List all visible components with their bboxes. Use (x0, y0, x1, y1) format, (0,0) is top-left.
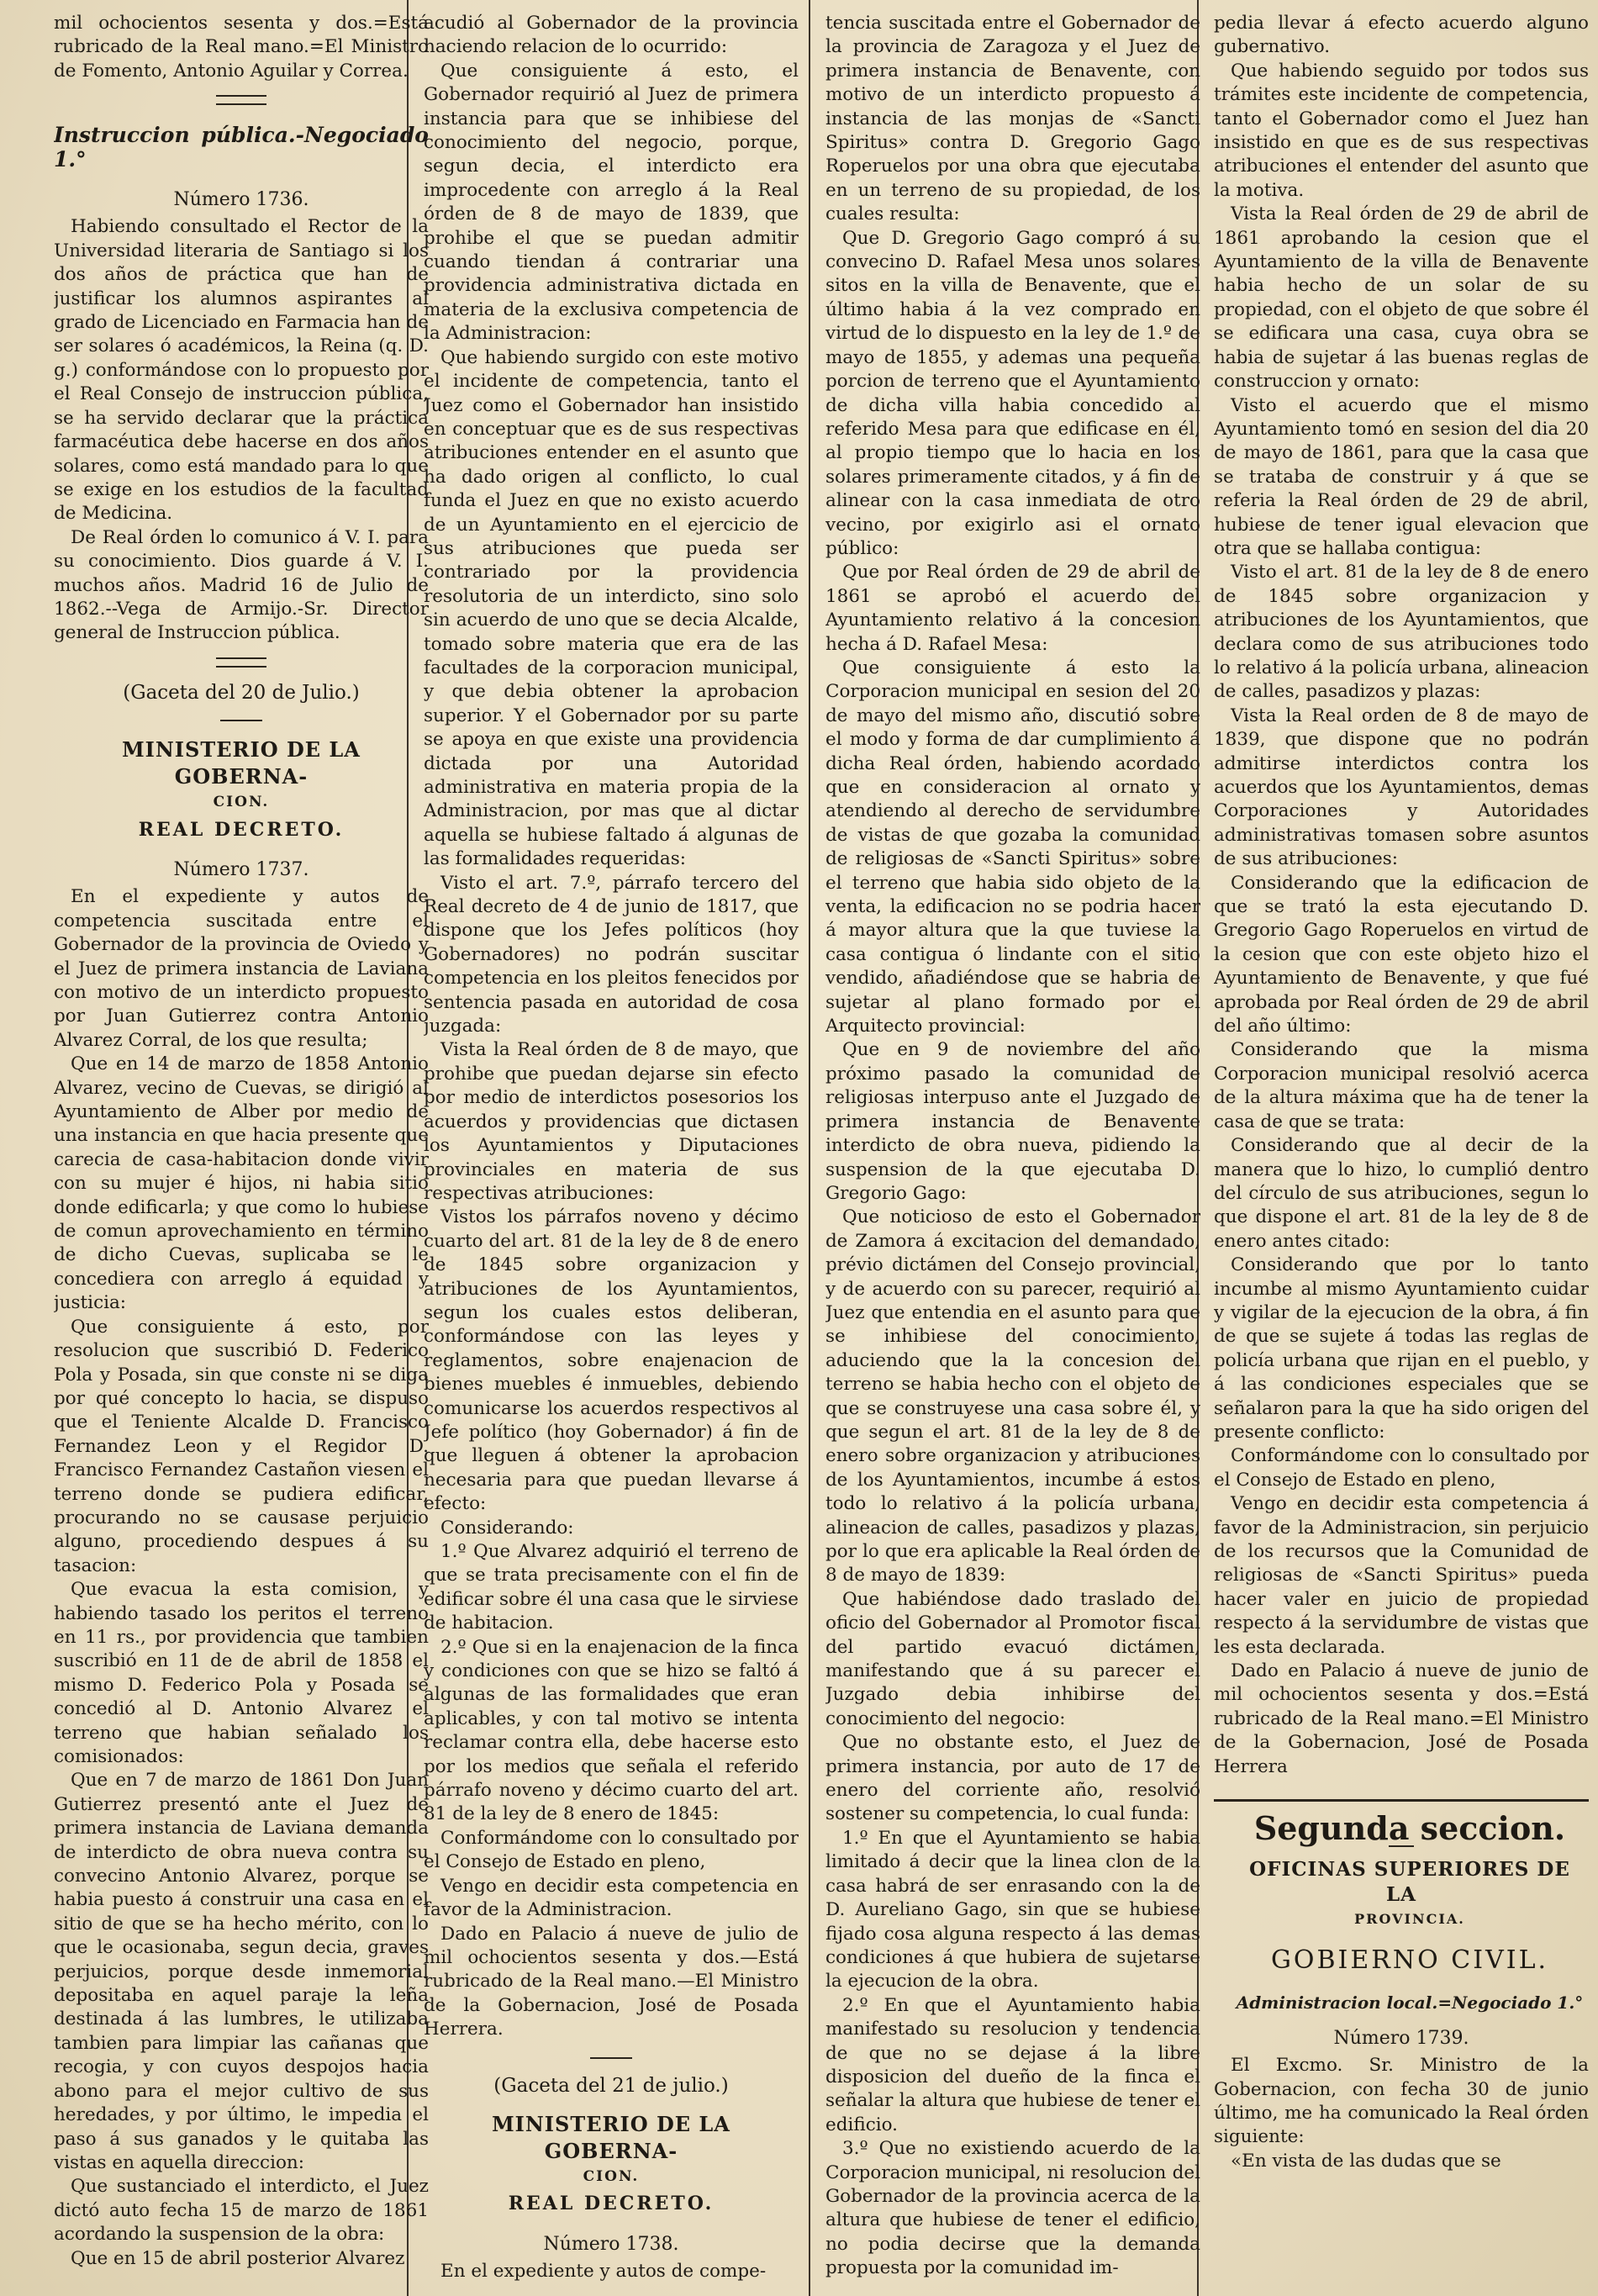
paragraph: Visto el acuerdo que el mismo Ayuntamiento tomó en sesion del dia 20 de mayo de 1861, para que la casa que se trataba de construir y á que se referia la Real órden de 29 de abril, hubiese de tener igual elevacion que otra que se hallaba contigua: (1214, 394, 1589, 559)
paragraph: Vengo en decidir esta competencia á favor de la Administracion, sin perjuicio de los recursos que la Comunidad de religiosas de «Sancti Spiritus» pueda hacer valer en juicio de propiedad respecto á la servidumbre de vistas que les esta declarada. (1214, 1493, 1589, 1658)
separator (590, 2057, 632, 2059)
paragraph: Que D. Gregorio Gago compró á su convecino D. Rafael Mesa unos solares sitos en la villa de Benavente, que el último habia á la vez comprado en virtud de lo dispuesto en la ley de 1.º de mayo de 1855, y ademas una pequeña porcion de terreno que el Ayuntamiento de dicha villa habia concedido al referido Mesa para que edificase en él, al propio tiempo que lo hacia en los solares primeramente citados, y á fin de alinear con la casa inmediata de otro vecino, por exigirlo asi el ornato público: (825, 227, 1200, 559)
offices-heading-cont: PROVINCIA. (1354, 1911, 1465, 1928)
paragraph: 2.º En que el Ayuntamiento habia manifestado su resolucion y tendencia de que no se dejase á la libre disposicion del dueño de la finca el señalar la altura que hubiese de tener el edificio. (825, 1994, 1200, 2135)
paragraph: Que habiendo surgido con este motivo el incidente de competencia, tanto el Juez como el Gobernador han insistido en conceptuar que es de sus respectivas atribuciones entender en el asunto que ha dado origen al conflicto, lo cual funda el Juez en que no existo acuerdo de un Ayuntamiento en el ejercicio de sus atribuciones que pueda ser contrariado por la providencia resolutoria de un interdicto, sino solo sin acuerdo de uno que se decia Alcalde, tomado sobre materia que era de las facultades de la corporacion municipal, y que debia obtener la aprobacion superior. Y el Gobernador por su parte se apoya en que existe una providencia dictada por una Autoridad administrativa en materia propia de la Administracion, por mas que al dictar aquella se hubiese faltado á algunas de las formalidades requeridas: (424, 346, 799, 870)
separator (216, 657, 266, 668)
paragraph: Visto el art. 7.º, párrafo tercero del Real decreto de 4 de junio de 1817, que dispone que los Jefes políticos (hoy Gobernadores) no podrán suscitar competencia en los pleitos fenecidos por sentencia pasada en autoridad de cosa juzgada: (424, 872, 799, 1037)
paragraph: Vengo en decidir esta competencia en favor de la Administracion. (424, 1875, 799, 1921)
paragraph: Que noticioso de esto el Gobernador de Zamora á excitacion del demandado, prévio dictámen del Consejo provincial, y de acuerdo con su parecer, requirió al Juez que entendia en el asunto para que se inhibiese del conocimiento, aduciendo que la la concesion del terreno se habia hecho con el objeto de que se construyese una casa sobre él, y que segun el art. 81 de la ley de 8 de enero sobre organizacion y atribuciones de los Ayuntamientos, incumbe á estos todo lo relativo á la policía urbana, alineacion de calles, pasadizos y plazas, por lo que era aplicable la Real órden de 8 de mayo de 1839: (825, 1206, 1200, 1586)
paragraph: Que en 7 de marzo de 1861 Don Juan Gutierrez presentó ante el Juez de primera instancia de Laviana demanda de interdicto de obra nueva contra su convecino Antonio Alvarez, porque se habia puesto á construir una casa en el sitio de que se ha hecho mérito, con lo que le ocasionaba, segun decia, graves perjuicios, porque desde inmemorial depositaba en aquel paraje la leña destinada á las lumbres, le utilizaba tambien para limpiar las cañanas que recogia, y con cuyos despojos hacia abono para el mejor cultivo de sus heredades, y por último, le impedia el paso á sus ganados y le quitaba las vistas en aquella direccion: (54, 1770, 429, 2173)
paragraph: Que por Real órden de 29 de abril de 1861 se aprobó el acuerdo del Ayuntamiento relativo á la concesion hecha á D. Rafael Mesa: (825, 562, 1200, 655)
paragraph: Dado en Palacio á nueve de julio de mil ochocientos sesenta y dos.—Está rubricado de la Real mano.—El Ministro de la Gobernacion, José de Posada Herrera. (424, 1923, 799, 2040)
paragraph: En el expediente y autos de compe- (440, 2261, 767, 2283)
government-heading: GOBIERNO CIVIL. (1270, 1945, 1549, 1975)
decree-heading: REAL DECRETO. (508, 2193, 715, 2215)
paragraph: Que en 9 de noviembre del año próximo pasado la comunidad de religiosas interpuso ante el Juzgado de primera instancia de Benavente interdicto de obra nueva, pidiendo la suspension de la que ejecutaba D. Gregorio Gago: (825, 1039, 1200, 1204)
paragraph: De Real órden lo comunico á V. I. para su conocimiento. Dios guarde á V. I. muchos años. Madrid 16 de Julio de 1862.--Vega de Armijo.-Sr. Director general de Instruccion pública. (54, 526, 429, 644)
item-number: Número 1739. (1333, 2027, 1469, 2049)
paragraph: «En vista de las dudas que se (1231, 2150, 1501, 2172)
paragraph: Vista la Real órden de 29 de abril de 1861 aprobando la cesion que el Ayuntamiento de la villa de Benavente habia hecho de un solar de su propiedad, con el objeto de que sobre él se edificara una casa, cuya obra se habia de sujetar á las buenas reglas de construccion y ornato: (1214, 203, 1589, 393)
separator (216, 95, 266, 105)
department-header: Administracion local.=Negociado 1.° (1236, 1993, 1584, 2014)
paragraph: tencia suscitada entre el Gobernador de la provincia de Zaragoza y el Juez de primera instancia de Benavente, con motivo de un interdicto propuesto á instancia de las monjas de «Sancti Spiritus» contra D. Gregorio Gago Roperuelos por una obra que ejecutaba en un terreno de su propiedad, de los cuales resulta: (825, 13, 1200, 225)
paragraph: Dado en Palacio á nueve de junio de mil ochocientos sesenta y dos.=Está rubricado de la Real mano.=El Ministro de la Gobernacion, José de Posada Herrera (1214, 1660, 1589, 1777)
item-number: Número 1738. (543, 2233, 679, 2255)
decree-heading: REAL DECRETO. (138, 818, 345, 841)
paragraph: Considerando: (440, 1517, 574, 1539)
paragraph: acudió al Gobernador de la provincia haciendo relacion de lo ocurrido: (424, 13, 799, 58)
paragraph: Que consiguiente á esto, por resolucion que suscribió D. Federico Pola y Posada, sin que conste ni se diga por qué concepto lo hacia, se dispuso que el Teniente Alcalde D. Francisco Fernandez Leon y el Regidor D. Francisco Fernandez Castañon viesen el terreno donde se pudiera edificar, procurando no se causase perjuicio alguno, procediendo despues á su tasacion: (54, 1316, 429, 1576)
paragraph: Que habiendo seguido por todos sus trámites este incidente de competencia, tanto el Gobernador como el Juez han insistido en que es de sus respectivas atribuciones el entender del asunto que la motiva. (1214, 60, 1589, 201)
paragraph: Que sustanciado el interdicto, el Juez dictó auto fecha 15 de marzo de 1861 acordando la suspension de la obra: (54, 2176, 429, 2246)
paragraph: El Excmo. Sr. Ministro de la Gobernacion, con fecha 30 de junio último, me ha comunicado la Real órden siguiente: (1214, 2055, 1589, 2148)
column-2 (424, 12, 799, 2287)
ministry-heading-cont: CION. (213, 794, 270, 811)
paragraph: 1.º Que Alvarez adquirió el terreno de que se trata precisamente con el fin de edificar sobre él una casa que le sirviese de habitacion. (424, 1541, 799, 1634)
paragraph: Que consiguiente á esto la Corporacion municipal en sesion del 20 de mayo del mismo año, discutió sobre el modo y forma de dar cumplimiento á dicha Real órden, habiendo acordado que en consideracion al ornato y atendiendo al derecho de servidumbre de vistas de que gozaba la comunidad de religiosas de «Sancti Spiritus» sobre el terreno que habia sido objeto de la venta, la edificacion no se podria hacer á mayor altura que la que tuviese la casa contigua ó lindante con el sitio vendido, añadiéndose que se habria de sujetar al plano formado por el Arquitecto provincial: (825, 657, 1200, 1037)
paragraph: Que consiguiente á esto, el Gobernador requirió al Juez de primera instancia para que se inhibiese del conocimiento del negocio, porque, segun decia, el interdicto era improcedente con arreglo á la Real órden de 8 de mayo de 1839, que prohibe el que se puedan admitir cuando tiendan á contrariar una providencia administrativa dictada en materia de la exclusiva competencia de la Administracion: (424, 60, 799, 345)
offices-heading: OFICINAS SUPERIORES DE LA (1249, 1858, 1570, 1907)
paragraph: 1.º En que el Ayuntamiento se habia limitado á decir que la linea clon de la casa habrá de ser enrasando con la de D. Aureliano Gago, sin que se hubiese fijado cosa alguna respecto á las demas condiciones á que hubiera de sujetarse la ejecucion de la obra. (825, 1827, 1200, 1993)
gazette-reference: (Gaceta del 21 de julio.) (493, 2074, 729, 2097)
section-title: Segunda seccion. (1253, 1809, 1566, 1848)
gazette-reference: (Gaceta del 20 de Julio.) (123, 681, 360, 704)
paragraph: Vistos los párrafos noveno y décimo cuarto del art. 81 de la ley de 8 de enero de 1845 sobre organizacion y atribuciones de los Ayuntamientos, segun los cuales estos deliberan, conformándose con las leyes y reglamentos, sobre enajenacion de bienes muebles é inmuebles, debiendo comunicarse los acuerdos respectivos al Jefe político (hoy Gobernador) á fin de que lleguen á obtener la aprobacion necesaria para que puedan llevarse á efecto: (424, 1206, 799, 1515)
column-4 (1214, 12, 1589, 2287)
item-number: Número 1737. (173, 858, 309, 880)
paragraph: 2.º Que si en la enajenacion de la finca y condiciones con que se hizo se faltó á algunas de las formalidades que eran aplicables, y con tal motivo se intenta reclamar contra ella, debe hacerse esto por los medios que señala el referido párrafo noveno y décimo cuarto del art. 81 de la ley de 8 enero de 1845: (424, 1636, 799, 1825)
paragraph: Que evacua la esta comision, y habiendo tasado los peritos el terreno en 11 rs., por providencia que tambien suscribió en 11 de de abril de 1858 el mismo D. Federico Pola y Posada se concedió al D. Antonio Alvarez el terreno que habian señalado los comisionados: (54, 1579, 429, 1767)
paragraph: Visto el art. 81 de la ley de 8 de enero de 1845 sobre organizacion y atribuciones de los Ayuntamientos, que declara como de sus atribuciones todo lo relativo á la policía urbana, alineacion de calles, pasadizos y plazas: (1214, 562, 1589, 703)
paragraph: Considerando que la misma Corporacion municipal resolvió acerca de la altura máxima que ha de tener la casa de que se trata: (1214, 1039, 1589, 1132)
paragraph: Que no obstante esto, el Juez de primera instancia, por auto de 17 de enero del corriente año, resolvió sostener su competencia, lo cual funda: (825, 1732, 1200, 1825)
paragraph: Que en 15 de abril posterior Alvarez (71, 2247, 405, 2269)
ministry-heading-cont: CION. (583, 2167, 640, 2185)
paragraph: Conformándome con lo consultado por el Consejo de Estado en pleno, (424, 1827, 799, 1873)
separator (220, 720, 262, 721)
ministry-heading: MINISTERIO DE LA GOBERNA- (122, 737, 361, 789)
column-3 (825, 12, 1200, 2287)
paragraph: Que habiéndose dado traslado del oficio del Gobernador al Promotor fiscal del partido evacuó dictámen, manifestando que á su parecer el Juzgado debia inhibirse del conocimiento del negocio: (825, 1588, 1200, 1729)
paragraph: En el expediente y autos de competencia suscitada entre el Gobernador de la provincia de Oviedo y el Juez de primera instancia de Laviana con motivo de un interdicto propuesto por Juan Gutierrez contra Antonio Alvarez Corral, de los que resulta; (54, 886, 429, 1051)
paragraph: Vista la Real órden de 8 de mayo, que prohibe que puedan dejarse sin efecto por medio de interdictos posesorios los acuerdos y providencias que dictasen los Ayuntamientos y Diputaciones provinciales en materia de sus respectivas atribuciones: (424, 1039, 799, 1204)
paragraph: pedia llevar á efecto acuerdo alguno gubernativo. (1214, 13, 1589, 58)
section-rule (1214, 1799, 1589, 1802)
paragraph: Considerando que por lo tanto incumbe al mismo Ayuntamiento cuidar y vigilar de la ejecucion de la obra, á fin de que se sujete á todas las reglas de policía urbana que rijan en el pueblo, y á las condiciones especiales que se señalaron para la que ha sido origen del presente conflicto: (1214, 1254, 1589, 1443)
item-number: Número 1736. (173, 189, 309, 211)
ministry-heading: MINISTERIO DE LA GOBERNA- (492, 2111, 730, 2163)
section-header: Instruccion pública.-Negociado 1.° (54, 123, 429, 172)
paragraph: Conformándome con lo consultado por el Consejo de Estado en pleno, (1214, 1445, 1589, 1491)
paragraph: Considerando que la edificacion de que se trató la esta ejecutando D. Gregorio Gago Roperuelos en virtud de la cesion que con este objeto hizo el Ayuntamiento de Benavente, y que fué aprobada por Real órden de 29 de abril del año último: (1214, 872, 1589, 1037)
paragraph: Habiendo consultado el Rector de la Universidad literaria de Santiago si los dos años de práctica que han de justificar los alumnos aspirantes al grado de Licenciado en Farmacia han de ser solares ó académicos, la Reina (q. D. g.) conformándose con lo propuesto por el Real Consejo de instruccion pública, se ha servido declarar que la práctica farmacéutica debe hacerse en dos años solares, como está mandado para lo que se exige en los estudios de la facultad de Medicina. (54, 216, 429, 525)
column-divider (809, 0, 810, 2296)
paragraph: 3.º Que no existiendo acuerdo de la Corporacion municipal, ni resolucion del Gobernador de la provincia acerca de la altura que hubiese de tener el edificio, no podia decirse que la demanda propuesta por la comunidad im- (825, 2138, 1200, 2279)
paragraph: Vista la Real orden de 8 de mayo de 1839, que dispone que no podrán admitirse interdictos contra los acuerdos que los Ayuntamientos, demas Corporaciones y Autoridades administrativas tomasen sobre asuntos de sus atribuciones: (1214, 705, 1589, 870)
paragraph: mil ochocientos sesenta y dos.=Está rubricado de la Real mano.=El Ministro de Fomento, Antonio Aguilar y Correa. (54, 13, 429, 82)
paragraph: Considerando que al decir de la manera que lo hizo, lo cumplió dentro del círculo de sus atribuciones, segun lo que dispone el art. 81 de la ley de 8 de enero antes citado: (1214, 1135, 1589, 1252)
paragraph: Que en 14 de marzo de 1858 Antonio Alvarez, vecino de Cuevas, se dirigió al Ayuntamiento de Alber por medio de una instancia en que hacia presente que carecia de casa-habitacion donde vivir con su mujer é hijos, ni habia sitio donde edificarla; y que como lo hubiese de comun aprovechamiento en término de dicho Cuevas, suplicaba se le concediera con arreglo á equidad y justicia: (54, 1053, 429, 1314)
column-1 (54, 12, 429, 2287)
